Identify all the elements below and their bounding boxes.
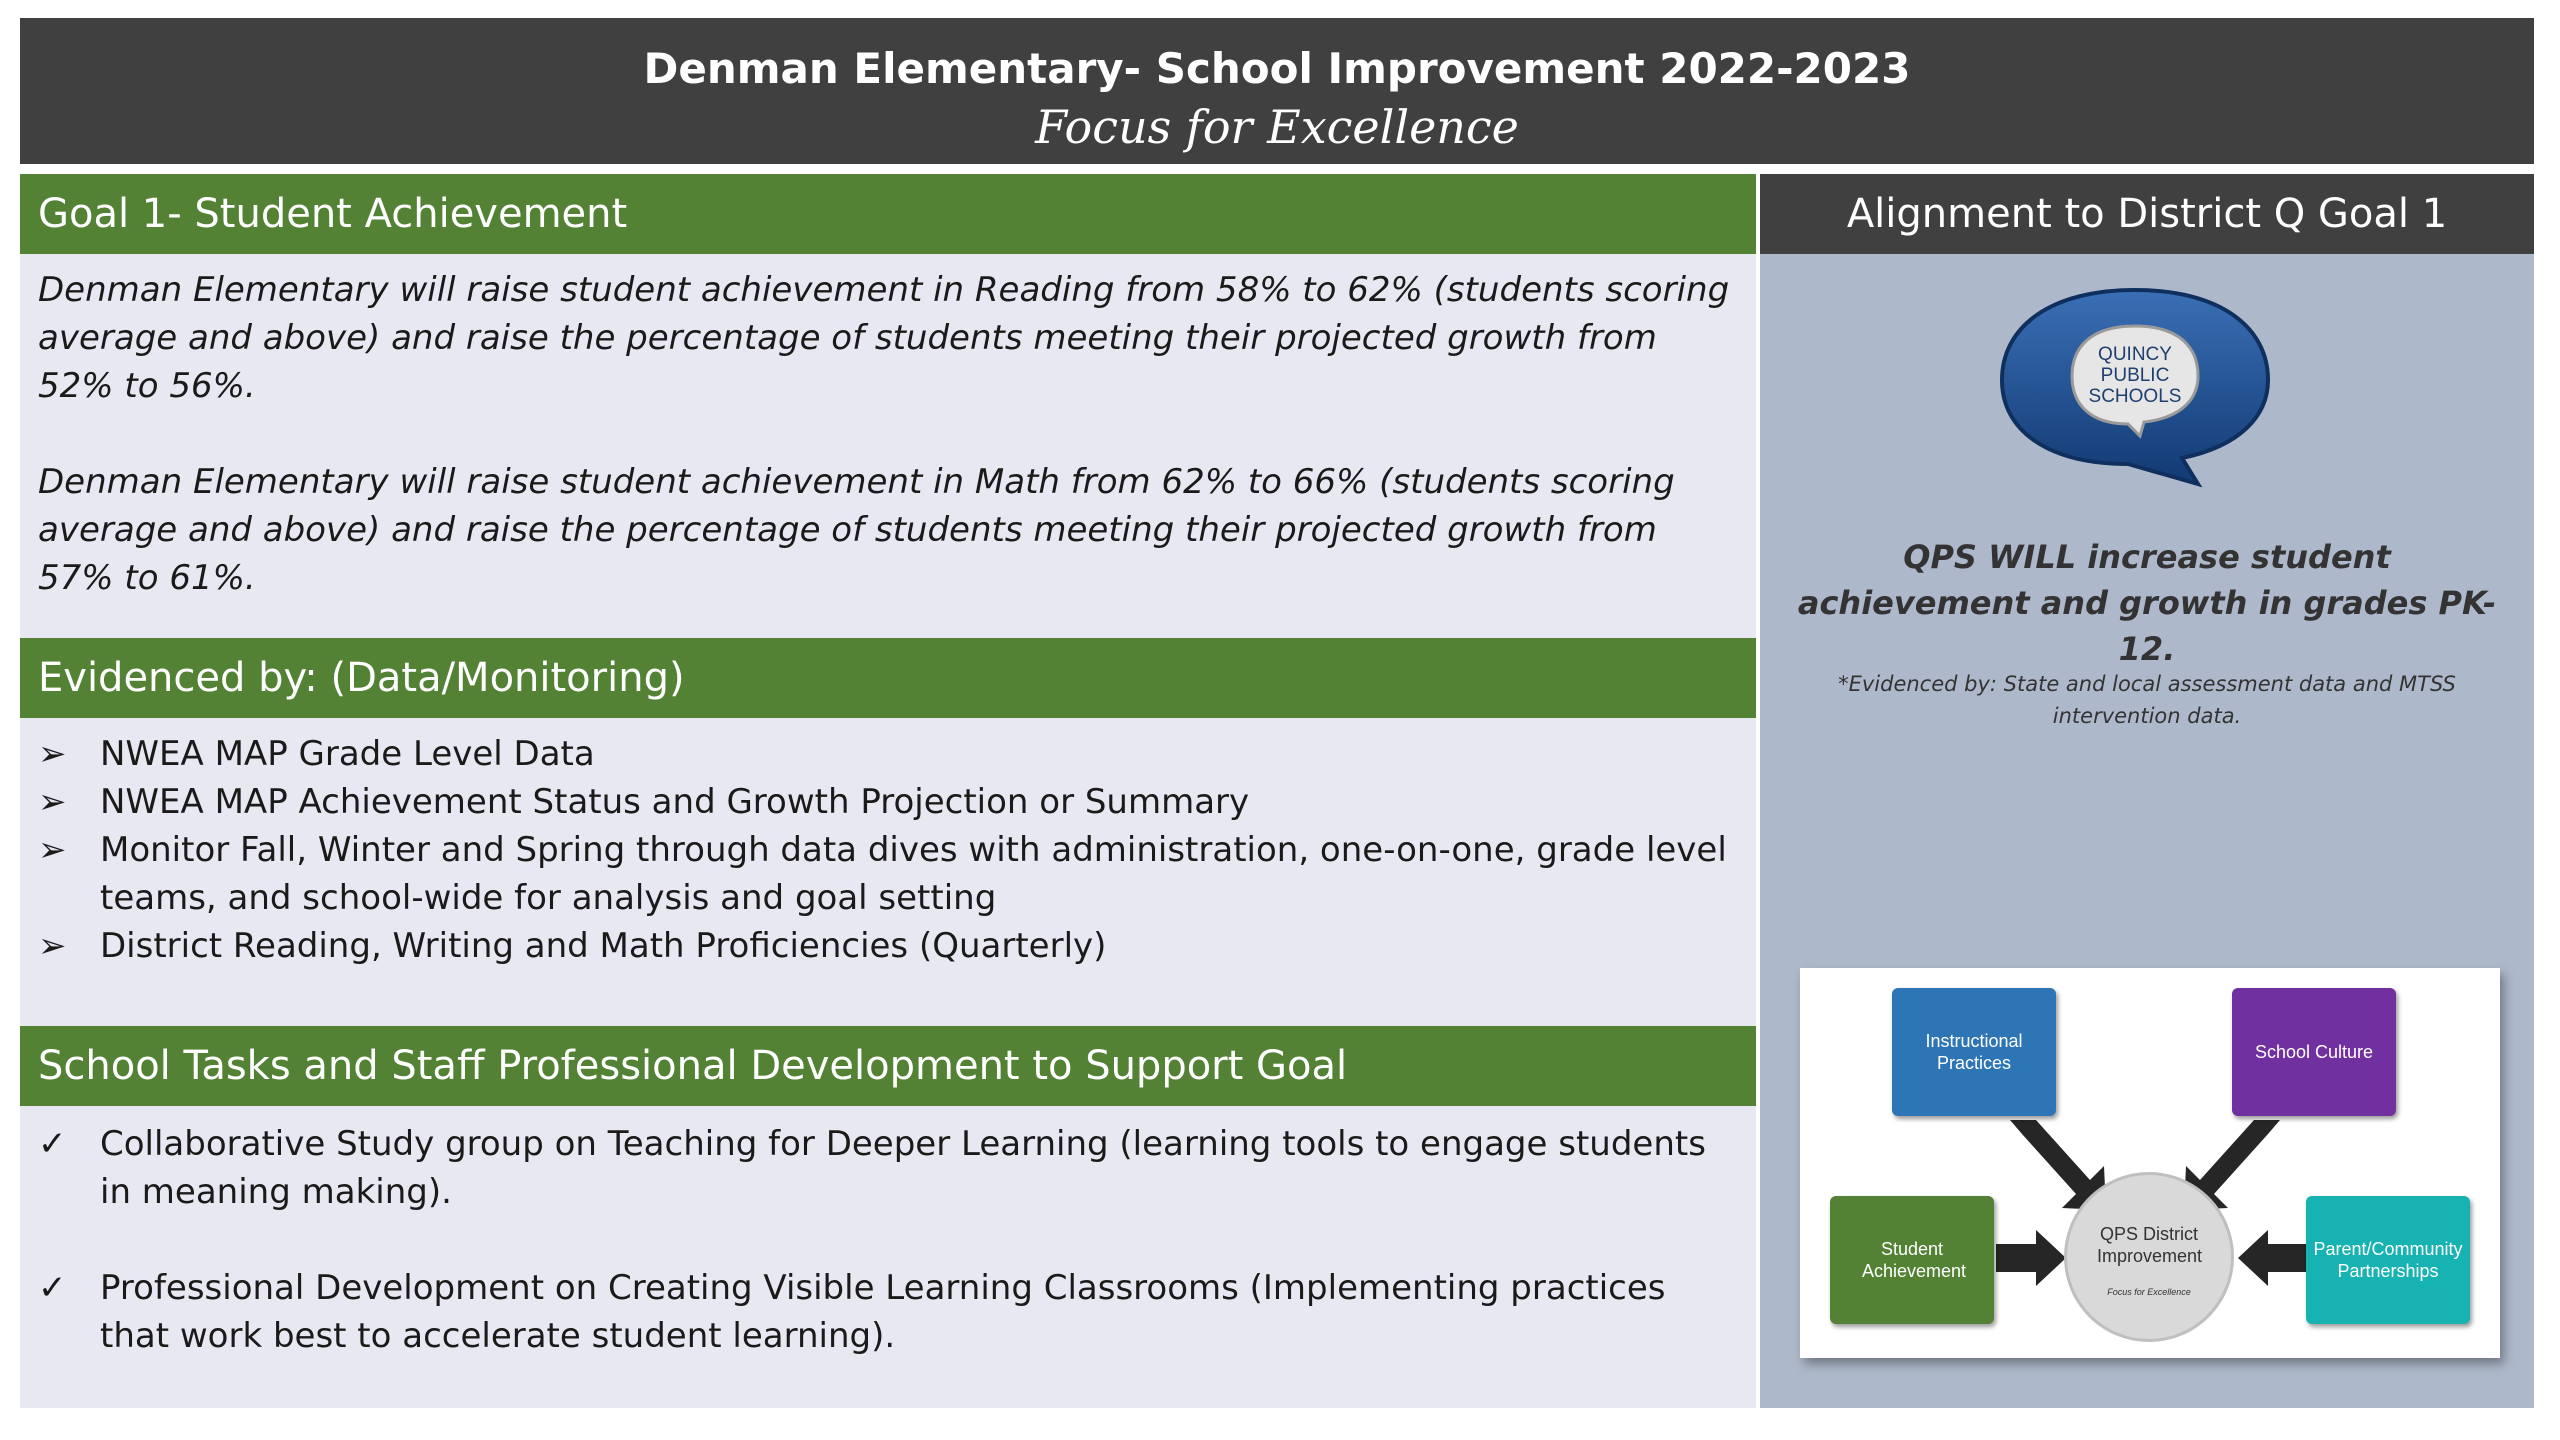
checkmark-icon: ✓	[38, 1124, 67, 1164]
logo-line-1: QUINCY	[2098, 344, 2172, 365]
tasks-list	[38, 1120, 1738, 1360]
arrow-bullet-icon: ➢	[38, 830, 67, 870]
list-item: ➢ Monitor Fall, Winter and Spring through data dives with administration, one-on-one, grade level teams, and school-wide for analysis and goal setting	[38, 826, 1738, 922]
list-item: ✓ Collaborative Study group on Teaching for Deeper Learning (learning tools to engage students in meaning making).	[38, 1120, 1738, 1216]
slide-subtitle: Focus for Excellence	[1035, 100, 1519, 154]
quincy-public-schools-logo-icon	[1990, 282, 2280, 492]
circle-title: QPS District Improvement	[2097, 1224, 2203, 1266]
arrow-bullet-icon: ➢	[38, 926, 67, 966]
slide-title: Denman Elementary- School Improvement 2022-2023	[643, 44, 1911, 93]
district-evidence-note: *Evidenced by: State and local assessment data and MTSS intervention data.	[1838, 672, 2456, 728]
alignment-panel	[1760, 174, 2534, 1408]
list-item: ➢ NWEA MAP Achievement Status and Growth Projection or Summary	[38, 778, 1738, 826]
district-improvement-diagram	[1800, 968, 2500, 1358]
school-culture-box: School Culture	[2232, 988, 2396, 1116]
arrow-left-icon	[2238, 1230, 2308, 1286]
instructional-practices-box: Instructional Practices	[1892, 988, 2056, 1116]
goal-heading: Goal 1- Student Achievement	[20, 174, 1756, 254]
list-item: ➢ District Reading, Writing and Math Proficiencies (Quarterly)	[38, 922, 1738, 970]
circle-subtitle: Focus for Excellence	[2107, 1287, 2191, 1297]
alignment-heading: Alignment to District Q Goal 1	[1760, 174, 2534, 254]
logo-line-2: PUBLIC	[2100, 365, 2170, 386]
district-improvement-circle	[2064, 1172, 2234, 1342]
arrow-bullet-icon: ➢	[38, 734, 67, 774]
arrow-right-icon	[1996, 1230, 2066, 1286]
tasks-heading: School Tasks and Staff Professional Development to Support Goal	[20, 1026, 1756, 1106]
evidence-list	[38, 730, 1738, 970]
slide-header	[20, 18, 2534, 164]
goal-reading-text: Denman Elementary will raise student achievement in Reading from 58% to 62% (students scoring average and above) and raise the percentage of students meeting their projected growth from 52% to 56%.	[38, 270, 1730, 406]
goal-math-text: Denman Elementary will raise student achievement in Math from 62% to 66% (students scoring average and above) and raise the percentage of students meeting their projected growth from 57% to 61%.	[38, 462, 1675, 598]
checkmark-icon: ✓	[38, 1268, 67, 1308]
logo-line-3: SCHOOLS	[2088, 386, 2182, 407]
list-item: ✓ Professional Development on Creating Visible Learning Classrooms (Implementing practices that work best to accelerate student learning).	[38, 1264, 1738, 1360]
goal-panel	[20, 174, 1756, 1408]
student-achievement-box: Student Achievement	[1830, 1196, 1994, 1324]
arrow-bullet-icon: ➢	[38, 782, 67, 822]
evidence-heading: Evidenced by: (Data/Monitoring)	[20, 638, 1756, 718]
parent-community-box: Parent/Community Partnerships	[2306, 1196, 2470, 1324]
list-item: ➢ NWEA MAP Grade Level Data	[38, 730, 1738, 778]
district-goal-statement: QPS WILL increase student achievement and growth in grades PK-12.	[1797, 538, 2497, 668]
